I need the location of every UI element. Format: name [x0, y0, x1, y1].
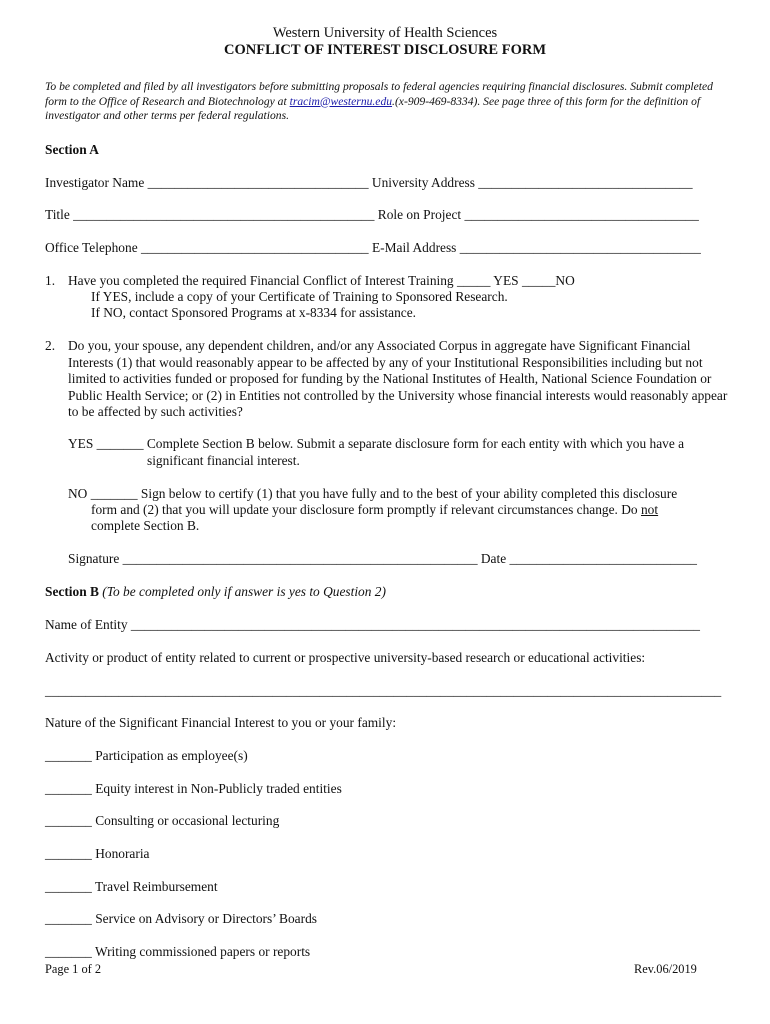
interest-item[interactable]: _______ Service on Advisory or Directors’ Boards	[45, 911, 317, 926]
revision-date: Rev.06/2019	[634, 962, 697, 976]
question-2-no-option[interactable]: NO _______ Sign below to certify (1) that you have fully and to the best of your ability completed this disclosure	[68, 486, 678, 501]
telephone-email-row[interactable]: Office Telephone __________________________________ E-Mail Address ____________________________________	[45, 240, 701, 255]
university-name: Western University of Health Sciences	[272, 25, 498, 41]
intro-text-end: .(x-909-469-8334). See page three of this form for the definition of investigator and other terms per federal regulations.	[45, 94, 701, 123]
question-1-text[interactable]: Have you completed the required Financial Conflict of Interest Training _____ YES _____NO	[68, 273, 575, 288]
entity-name-row[interactable]: Name of Entity _____________________________________________________________________________________	[45, 617, 701, 632]
activity-blank[interactable]: _____________________________________________________________________________________________________	[45, 683, 722, 698]
nature-label: Nature of the Significant Financial Interest to you or your family:	[45, 715, 397, 730]
interest-item[interactable]: _______ Equity interest in Non-Publicly traded entities	[45, 781, 342, 796]
interest-item[interactable]: _______ Honoraria	[45, 846, 150, 861]
question-2-yes-option[interactable]: YES _______ Complete Section B below. Submit a separate disclosure form for each entity with which you have a	[68, 436, 685, 451]
intro-paragraph	[45, 80, 735, 124]
question-2-no-end: complete Section B.	[91, 518, 200, 533]
investigator-address-row[interactable]: Investigator Name _________________________________ University Address ________________________________	[45, 175, 693, 190]
question-2-yes-continued: significant financial interest.	[147, 453, 300, 468]
no-text: form and (2) that you will update your disclosure form promptly if relevant circumstances change. Do	[91, 502, 641, 517]
not-emphasis: not	[640, 502, 659, 517]
question-2-no-continued	[91, 502, 658, 519]
signature-date-row[interactable]: Signature _____________________________________________________ Date ____________________________	[68, 551, 697, 566]
section-b-header	[45, 584, 386, 601]
page-number: Page 1 of 2	[45, 962, 102, 976]
question-1-number: 1.	[45, 273, 56, 288]
interest-item[interactable]: _______ Travel Reimbursement	[45, 879, 218, 894]
interest-item[interactable]: _______ Participation as employee(s)	[45, 748, 248, 763]
section-b-subheading: (To be completed only if answer is yes to Question 2)	[102, 584, 386, 599]
email-link[interactable]: tracim@westernu.edu	[289, 94, 393, 108]
interest-item[interactable]: _______ Consulting or occasional lecturing	[45, 813, 280, 828]
title-role-row[interactable]: Title _____________________________________________ Role on Project ___________________________________	[45, 207, 699, 222]
section-b-heading: Section B	[45, 584, 99, 599]
activity-label: Activity or product of entity related to current or prospective university-based research or educational activities:	[45, 650, 646, 665]
form-title: CONFLICT OF INTEREST DISCLOSURE FORM	[223, 42, 547, 58]
question-1-yes-note: If YES, include a copy of your Certificate of Training to Sponsored Research.	[91, 289, 508, 304]
intro-text-start: To be completed and filed by all investigators before submitting proposals to federal agencies requiring financial disclosures. Submit completed form to the Office of Research and Biotechnology at	[45, 80, 713, 108]
section-a-heading: Section A	[45, 142, 99, 157]
question-1-no-note: If NO, contact Sponsored Programs at x-8334 for assistance.	[91, 305, 417, 320]
interest-item[interactable]: _______ Writing commissioned papers or reports	[45, 944, 311, 959]
question-2-number: 2.	[45, 338, 56, 353]
question-2-text: Do you, your spouse, any dependent children, and/or any Associated Corpus in aggregate have Significant Financial Interests (1) that would reasonably appear to be affected by any of your Institutional Responsibilities including but not limited to activities funded or proposed for funding by the National Institutes of Health, National Science Foundation or Public Health Service; or (2) in Entities not controlled by the University whose financial interests would reasonably appear to be affected by such activities?	[68, 338, 728, 419]
